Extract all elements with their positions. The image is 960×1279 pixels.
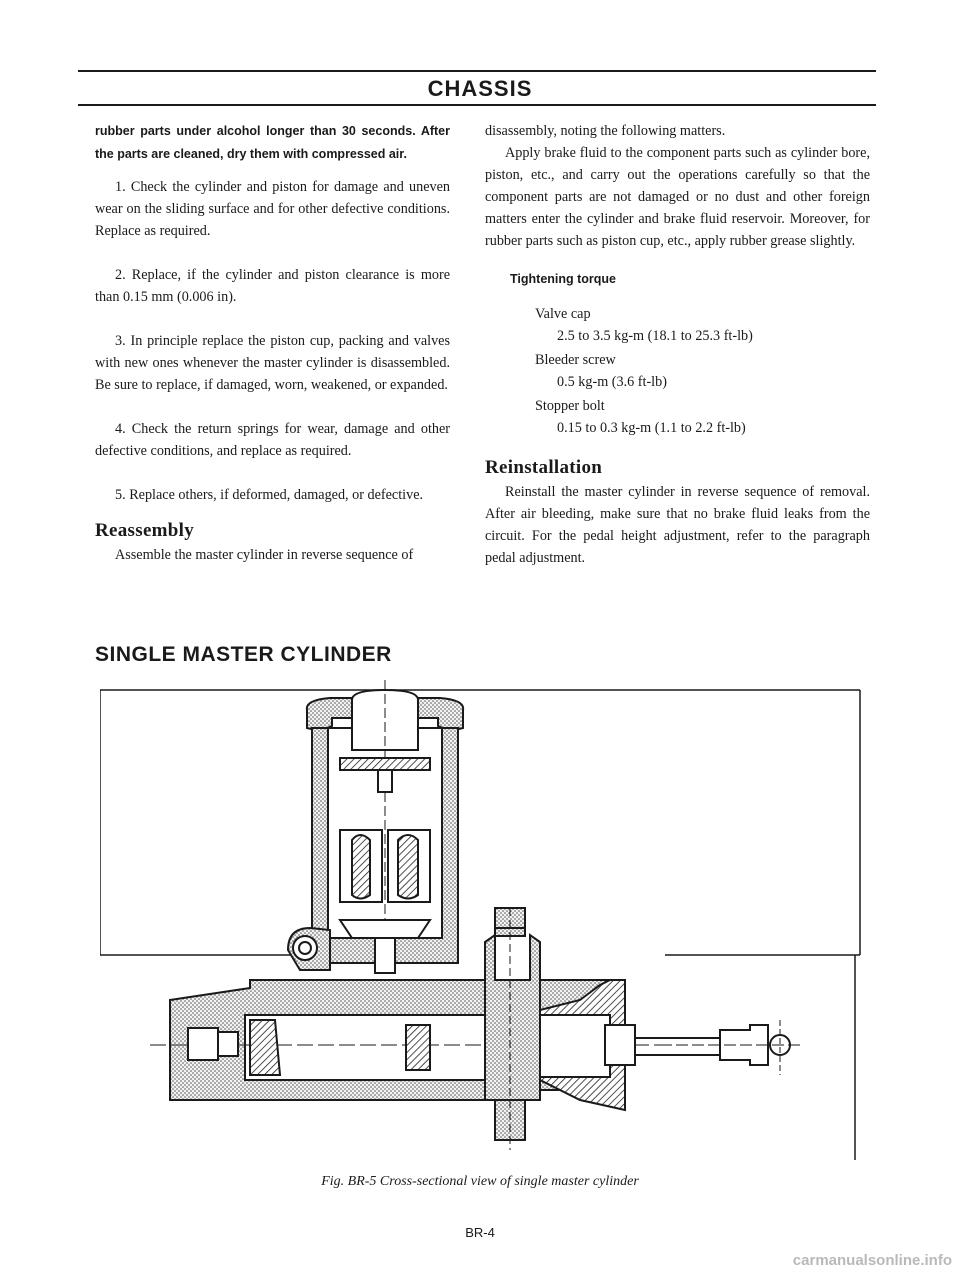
intro-bold-text: rubber parts under alcohol longer than 30 seconds. After the parts are cleaned, dry them with compressed air. [95,124,450,161]
piston-assembly [540,980,800,1110]
page-header-title: CHASSIS [427,76,533,101]
reinstallation-text: Reinstall the master cylinder in reverse sequence of removal. After air bleeding, make sure that no brake fluid leaks from the circuit. For the pedal height adjustment, refer to the paragraph pedal adjustment. [485,484,870,566]
torque-name: Valve cap [535,306,591,322]
torque-value: 0.5 kg-m (3.6 ft-lb) [557,374,667,390]
step-2: 2. Replace, if the cylinder and piston clearance is more than 0.15 mm (0.006 in). [95,267,450,305]
page-number: BR-4 [465,1225,495,1240]
step-5: 5. Replace others, if deformed, damaged, or defective. [115,487,424,503]
torque-value: 2.5 to 3.5 kg-m (18.1 to 25.3 ft-lb) [557,328,753,344]
step-1: 1. Check the cylinder and piston for damage and uneven wear on the sliding surface and for other defective conditions. Replace as required. [95,179,450,239]
left-column [95,120,450,566]
torque-value: 0.15 to 0.3 kg-m (1.1 to 2.2 ft-lb) [557,420,746,436]
reassembly-text: Assemble the master cylinder in reverse sequence of [115,547,414,563]
torque-name: Bleeder screw [535,352,616,368]
torque-item [535,395,870,439]
torque-list [535,303,870,439]
step-4: 4. Check the return springs for wear, damage and other defective conditions, and replace as required. [95,421,450,459]
torque-item [535,303,870,347]
mounting-eye [288,928,330,970]
header-rule-top [78,70,876,72]
brake-fluid-text: Apply brake fluid to the component parts such as cylinder bore, piston, etc., and carry out the operations carefully so that the component parts are not damaged or no dust and other foreign matters enter the cylinder and brake fluid reservoir. Moreover, for rubber parts such as piston cup, etc., apply rubber grease slightly. [485,145,870,249]
torque-heading: Tightening torque [510,272,617,286]
outlet-flange [485,908,540,1150]
master-cylinder-diagram [100,680,870,1160]
section-title: SINGLE MASTER CYLINDER [95,643,392,666]
reassembly-heading: Reassembly [95,520,195,541]
disassembly-text: disassembly, noting the following matters. [485,123,726,139]
header-rule-bottom [78,104,876,106]
torque-name: Stopper bolt [535,398,605,414]
watermark: carmanualsonline.info [792,1252,952,1269]
torque-item [535,349,870,393]
right-column [485,120,870,569]
figure-caption: Fig. BR-5 Cross-sectional view of single master cylinder [321,1174,639,1189]
step-3: 3. In principle replace the piston cup, packing and valves with new ones whenever the master cylinder is disassembled. Be sure to replace, if damaged, worn, weakened, or expanded. [95,333,450,393]
reinstallation-heading: Reinstallation [485,457,603,478]
